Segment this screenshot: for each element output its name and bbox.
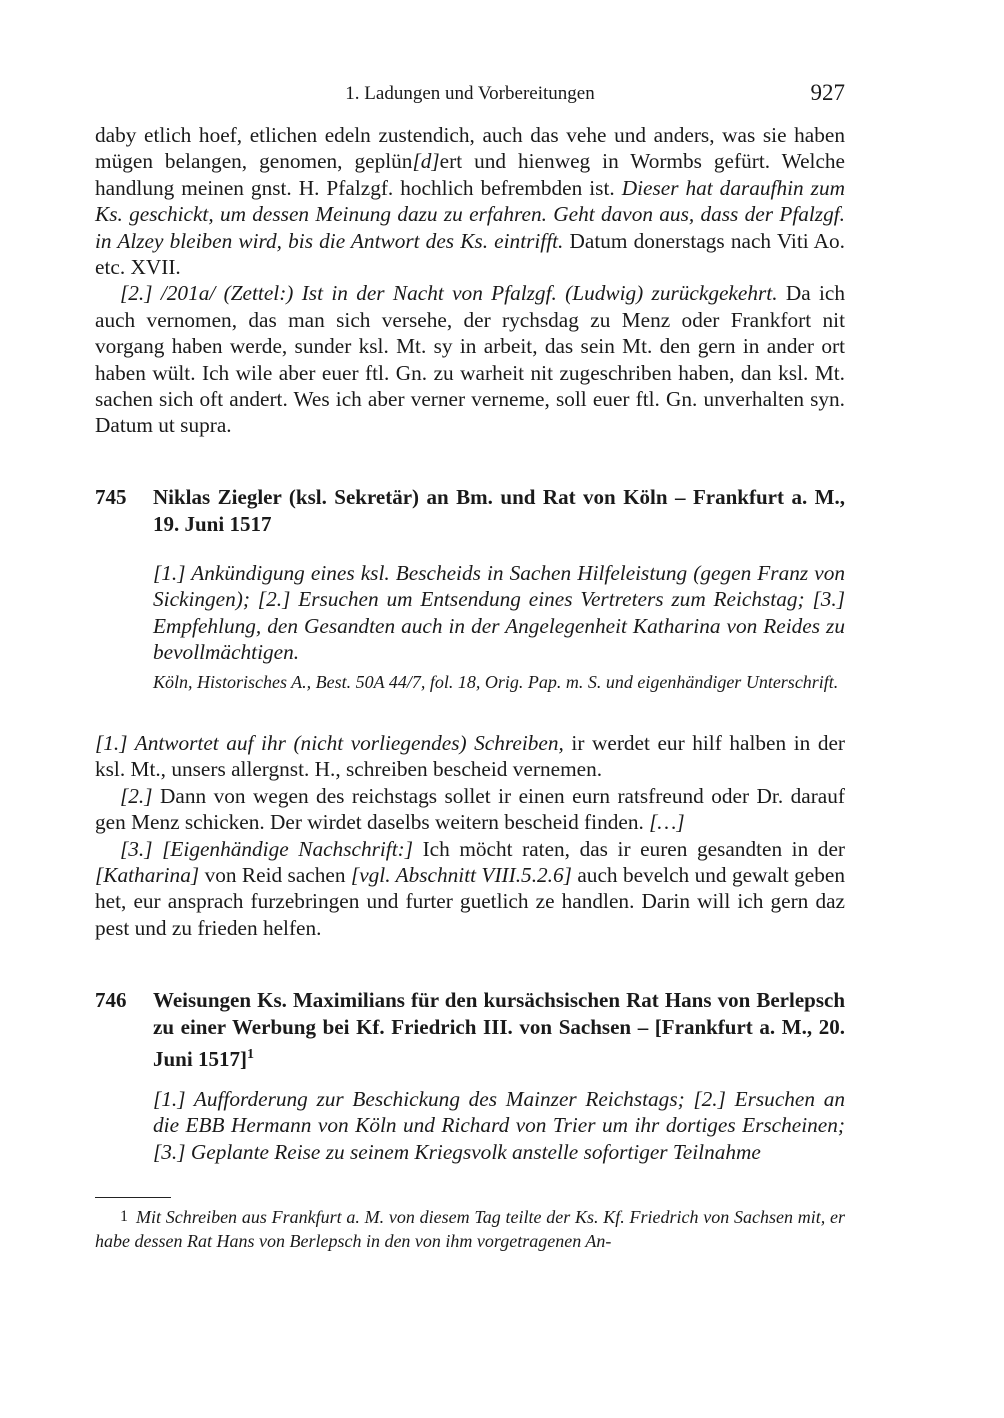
footnote-divider: [95, 1197, 171, 1198]
page-number: 927: [810, 80, 845, 105]
text-run: Dann von wegen des reichstags sollet ir einen eurn ratsfreund oder Dr. darauf gen Menz schicken. Der wirdet daselbs weitern bescheid finden.: [95, 783, 845, 835]
text-run: von Reid sachen: [199, 863, 351, 888]
editorial-insertion: [Katharina]: [95, 863, 200, 888]
document-text-745: [95, 730, 845, 941]
title-text: Weisungen Ks. Maximilians für den kursächsischen Rat Hans von Berlepsch zu einer Werbung bei Kf. Friedrich III. von Sachsen – [Frankfurt a. M., 20. Juni 1517]: [153, 988, 845, 1071]
paragraph: [95, 280, 845, 438]
paragraph: [95, 783, 845, 836]
text-run: auch bevelch und gewalt geben het, eur ansprach furzebringen und furter guetlich ze handlen. Darin will ich gern daz pest und zu frieden helfen.: [95, 863, 845, 940]
text-run: Da ich auch vernomen, das man sich versehe, der rychsdag zu Menz oder Frankfort nit vorgang haben werde, sunder ksl. Mt. sy in arbeit, das sein Mt. den gern in ander ort haben wült. Ich wile aber euer ftl. Gn. zu warheit nit zugeschriben haben, dan ksl. Mt. sachen sich oft andert. Wes ich aber verner verneme, soll euer ftl. Gn. unverhalten syn. Datum ut supra.: [95, 281, 845, 438]
regest-746: [1.] Aufforderung zur Beschickung des Mainzer Reichstags; [2.] Ersuchen an die EBB Hermann von Köln und Richard von Trier um ihr dortiges Erscheinen; [3.] Geplante Reise zu seinem Kriegsvolk anstelle sofortiger Teilnahme: [153, 1087, 845, 1164]
text-run: ert und hienweg in Wormbs gefürt. Welche handlung meinen gnst. H. Pfalzgf. hochlich befrembden ist.: [95, 149, 845, 200]
running-title: 1. Ladungen und Vorbereitungen: [345, 83, 595, 104]
document-heading-745: [95, 484, 845, 538]
text-run: Ich möcht raten, das ir euren gesandten in der: [413, 836, 845, 861]
editorial-emendation: [d]: [412, 149, 440, 174]
footnote-mark: 1: [120, 1208, 128, 1225]
document-title: [153, 987, 845, 1073]
paragraph: [95, 122, 845, 280]
section-marker: [2.]: [120, 783, 153, 808]
footnote: [95, 1205, 845, 1253]
source-note-745: Köln, Historisches A., Best. 50A 44/7, fol. 18, Orig. Pap. m. S. und eigenhändiger Unterschrift.: [153, 672, 839, 692]
footnote-reference[interactable]: 1: [246, 1047, 254, 1062]
document-heading-746: [95, 987, 845, 1073]
editorial-summary: Dieser hat daraufhin zum Ks. geschickt, um dessen Meinung dazu zu erfahren. Geht davon aus, dass der Pfalzgf. in Alzey bleiben wird, bis die Antwort des Ks. eintrifft.: [95, 175, 845, 253]
running-header: [95, 80, 845, 110]
document-title: Niklas Ziegler (ksl. Sekretär) an Bm. und Rat von Köln – Frankfurt a. M., 19. Juni 1517: [153, 485, 845, 536]
text-run: Datum donerstags nach Viti Ao. etc. XVII.: [95, 228, 845, 280]
cross-reference: [vgl. Abschnitt VIII.5.2.6]: [350, 863, 572, 888]
editorial-summary: [2.] /201a/ (Zettel:) Ist in der Nacht von Pfalzgf. (Ludwig) zurückgekehrt.: [120, 281, 778, 306]
omission-marker: […]: [649, 810, 685, 835]
editorial-summary: [1.] Antwortet auf ihr (nicht vorliegendes) Schreiben,: [95, 731, 564, 755]
continuation-text: [95, 122, 845, 439]
paragraph: [95, 730, 845, 783]
document-number: 746: [95, 988, 127, 1012]
paragraph: [95, 836, 845, 942]
text-run: daby etlich hoef, etlichen edeln zustendich, auch das vehe und anders, was sie haben mügen belangen, genomen, geplün: [95, 123, 845, 174]
regest-745: [1.] Ankündigung eines ksl. Bescheids in Sachen Hilfeleistung (gegen Franz von Sickingen); [2.] Ersuchen um Entsendung eines Vertreters zum Reichstag; [3.] Empfehlung, den Gesandten auch in der Angelegenheit Katharina von Reides zu bevollmächtigen.: [153, 561, 845, 665]
section-marker: [3.] [Eigenhändige Nachschrift:]: [120, 836, 414, 861]
text-run: ir werdet eur hilf halben in der ksl. Mt., unsers allergnst. H., schreiben bescheid vernemen.: [95, 731, 846, 782]
footnote-text: Mit Schreiben aus Frankfurt a. M. von diesem Tag teilte der Ks. Kf. Friedrich von Sachsen mit, er habe dessen Rat Hans von Berlepsch in den von ihm vorgetragenen An-: [95, 1207, 845, 1251]
document-number: 745: [95, 485, 127, 509]
